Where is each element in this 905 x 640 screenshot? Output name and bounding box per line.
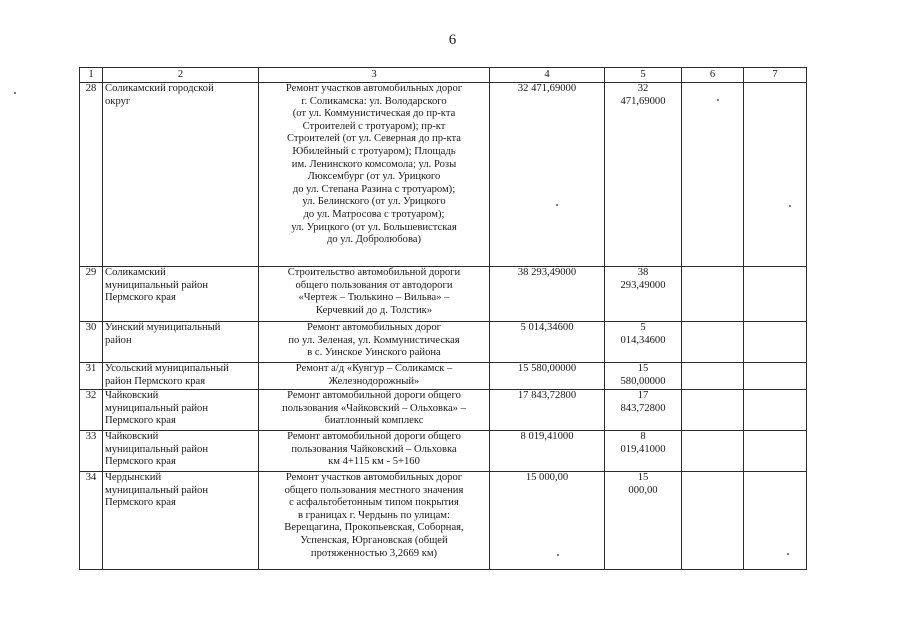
row-number: 32: [80, 390, 103, 431]
header-col-2: 2: [103, 68, 259, 83]
table-body: [80, 83, 807, 570]
column-6-cell: [682, 431, 744, 472]
municipality-name: Уинский муниципальный район: [103, 322, 259, 363]
table-row: [80, 267, 807, 322]
work-description: Строительство автомобильной дороги общего пользования от автодороги «Чертеж – Тюлькино – Вильва» – Керчевкий до д. Толстик»: [259, 267, 490, 322]
cost-value: 38 293,49000: [490, 267, 605, 322]
work-description: Ремонт автомобильной дороги общего пользования Чайковский – Ольховка км 4+115 км - 5+160: [259, 431, 490, 472]
header-col-3: 3: [259, 68, 490, 83]
funding-value: 8 019,41000: [605, 431, 682, 472]
budget-table: [79, 67, 807, 570]
scan-speck: [787, 553, 789, 555]
header-row: [80, 68, 807, 83]
row-number: 28: [80, 83, 103, 267]
work-description: Ремонт участков автомобильных дорог г. Соликамска: ул. Володарского (от ул. Коммунистическая до пр-кта Строителей с тротуаром); пр-кт Строителей (от ул. Северная до пр-кта Юбилейный с тротуаром); Площадь им. Ленинского комсомола; ул. Розы Люксембург (от ул. Урицкого до ул. Степана Разина с тротуаром); ул. Белинского (от ул. Урицкого до ул. Матросова с тротуаром); ул. Урицкого (от ул. Большевистская до ул. Добролюбова): [259, 83, 490, 267]
column-6-cell: [682, 390, 744, 431]
work-description: Ремонт а/д «Кунгур – Соликамск – Железнодорожный»: [259, 363, 490, 390]
row-number: 31: [80, 363, 103, 390]
page-number: 6: [448, 32, 457, 48]
column-7-cell: [744, 431, 807, 472]
row-number: 29: [80, 267, 103, 322]
cost-value: 32 471,69000: [490, 83, 605, 267]
table-row: [80, 431, 807, 472]
column-6-cell: [682, 472, 744, 570]
table-row: [80, 390, 807, 431]
municipality-name: Соликамский городской округ: [103, 83, 259, 267]
column-7-cell: [744, 83, 807, 267]
cost-value: 5 014,34600: [490, 322, 605, 363]
municipality-name: Соликамский муниципальный район Пермского края: [103, 267, 259, 322]
column-6-cell: [682, 83, 744, 267]
cost-value: 15 000,00: [490, 472, 605, 570]
table-row: [80, 363, 807, 390]
scan-speck: [556, 204, 558, 206]
header-col-7: 7: [744, 68, 807, 83]
cost-value: 15 580,00000: [490, 363, 605, 390]
municipality-name: Усольский муниципальный район Пермского края: [103, 363, 259, 390]
header-col-1: 1: [80, 68, 103, 83]
scan-speck: [557, 554, 559, 556]
municipality-name: Чайковский муниципальный район Пермского края: [103, 390, 259, 431]
funding-value: 17 843,72800: [605, 390, 682, 431]
work-description: Ремонт автомобильной дороги общего пользования «Чайковский – Ольховка» – биатлонный комплекс: [259, 390, 490, 431]
row-number: 34: [80, 472, 103, 570]
column-6-cell: [682, 363, 744, 390]
cost-value: 8 019,41000: [490, 431, 605, 472]
column-7-cell: [744, 363, 807, 390]
funding-value: 15 000,00: [605, 472, 682, 570]
row-number: 30: [80, 322, 103, 363]
cost-value: 17 843,72800: [490, 390, 605, 431]
table-row: [80, 83, 807, 267]
column-7-cell: [744, 322, 807, 363]
row-number: 33: [80, 431, 103, 472]
municipality-name: Чердынский муниципальный район Пермского края: [103, 472, 259, 570]
funding-value: 5 014,34600: [605, 322, 682, 363]
work-description: Ремонт автомобильных дорог по ул. Зеленая, ул. Коммунистическая в с. Уинское Уинского района: [259, 322, 490, 363]
column-7-cell: [744, 472, 807, 570]
header-col-5: 5: [605, 68, 682, 83]
header-col-6: 6: [682, 68, 744, 83]
column-7-cell: [744, 390, 807, 431]
header-col-4: 4: [490, 68, 605, 83]
work-description: Ремонт участков автомобильных дорог общего пользования местного значения с асфальтобетонным типом покрытия в границах г. Чердынь по улицам: Верещагина, Прокопьевская, Соборная, Успенская, Юргановская (общей протяженностью 3,2669 км): [259, 472, 490, 570]
column-6-cell: [682, 267, 744, 322]
funding-value: 15 580,00000: [605, 363, 682, 390]
funding-value: 32 471,69000: [605, 83, 682, 267]
funding-value: 38 293,49000: [605, 267, 682, 322]
column-6-cell: [682, 322, 744, 363]
scan-speck: [789, 205, 791, 207]
column-7-cell: [744, 267, 807, 322]
scan-speck: [717, 99, 719, 101]
scan-speck: [14, 92, 16, 94]
table-row: [80, 472, 807, 570]
municipality-name: Чайковский муниципальный район Пермского края: [103, 431, 259, 472]
table-row: [80, 322, 807, 363]
